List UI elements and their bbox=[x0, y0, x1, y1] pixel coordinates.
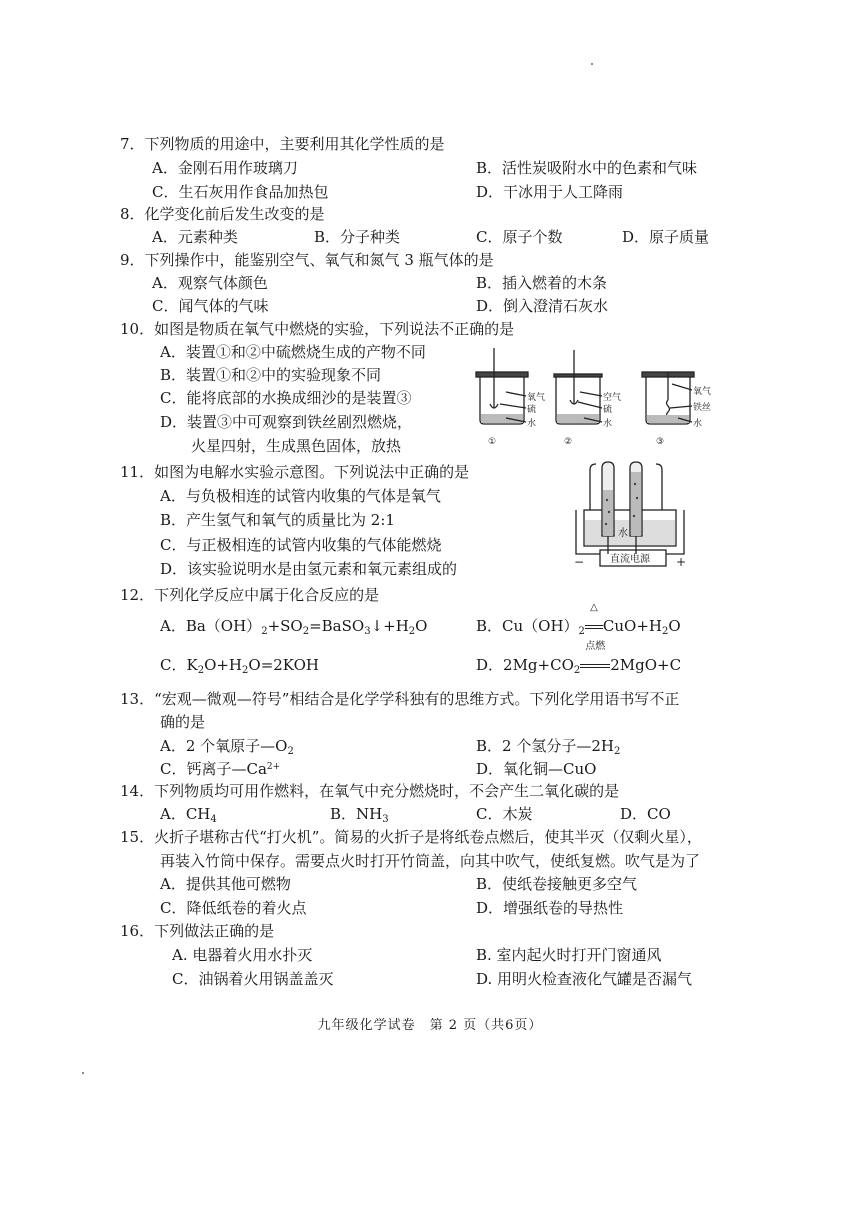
question-13-option-c bbox=[160, 758, 280, 780]
question-15-stem-cont: 再装入竹筒中保存。需要点火时打开竹筒盖，向其中吹气，使纸复燃。吹气是为了 bbox=[160, 852, 701, 870]
question-7-stem: 7．下列物质的用途中，主要利用其化学性质的是 bbox=[120, 135, 445, 153]
bottle-3-label-water: 水 bbox=[693, 419, 703, 429]
q12a-part4: ↓+H bbox=[370, 617, 409, 635]
question-8-option-d: D．原子质量 bbox=[622, 228, 710, 246]
question-16-option-a: A. 电器着火用水扑灭 bbox=[172, 946, 313, 964]
question-16-option-b: B. 室内起火时打开门窗通风 bbox=[476, 946, 662, 964]
q12c-part2: O+H bbox=[204, 656, 243, 674]
question-13-option-d: D．氧化铜—CuO bbox=[476, 760, 597, 778]
question-8-stem: 8．化学变化前后发生改变的是 bbox=[120, 205, 325, 223]
scan-dot bbox=[82, 1072, 84, 1074]
question-10-stem: 10．如图是物质在氧气中燃烧的实验，下列说法不正确的是 bbox=[120, 320, 515, 338]
bottle-2-label-sulfur: 硫 bbox=[603, 405, 613, 415]
question-14-option-d: D．CO bbox=[620, 805, 671, 823]
question-12-stem: 12．下列化学反应中属于化合反应的是 bbox=[120, 586, 380, 604]
question-15-option-b: B．使纸卷接触更多空气 bbox=[476, 875, 638, 893]
question-16-option-d: D. 用明火检查液化气罐是否漏气 bbox=[476, 970, 693, 988]
question-9-option-a: A．观察气体颜色 bbox=[152, 274, 268, 292]
q14b-sub: 3 bbox=[382, 814, 389, 825]
bottle-2-number: ② bbox=[564, 437, 573, 447]
water-electrolysis-figure bbox=[570, 460, 690, 572]
q12d-sub1: 2 bbox=[573, 665, 581, 676]
question-13-stem-cont: 确的是 bbox=[160, 713, 206, 731]
q13b-text: B．2 个氢分子—2H bbox=[476, 737, 614, 755]
question-10-option-d: D．装置③中可观察到铁丝剧烈燃烧， bbox=[160, 413, 413, 431]
question-11-option-d: D．该实验说明水是由氢元素和氧元素组成的 bbox=[160, 560, 458, 578]
q12a-part3: =BaSO bbox=[309, 617, 365, 635]
question-15-option-d: D．增强纸卷的导热性 bbox=[476, 899, 624, 917]
question-7-option-a: A．金刚石用作玻璃刀 bbox=[152, 159, 298, 177]
question-12-option-a bbox=[160, 615, 427, 637]
q14b-text: B．NH bbox=[330, 805, 383, 823]
q12c-part3: O=2KOH bbox=[248, 656, 319, 674]
q13c-text: C．钙离子—Ca bbox=[160, 760, 267, 778]
question-14-option-b bbox=[330, 803, 389, 825]
bottle-1-label-oxygen: 氧气 bbox=[527, 393, 546, 403]
bottle-2-label-water: 水 bbox=[603, 419, 613, 429]
question-15-stem: 15．火折子堪称古代“打火机”。简易的火折子是将纸卷点燃后，使其半灭（仅剩火星）， bbox=[120, 828, 702, 846]
bottle-3-number: ③ bbox=[656, 437, 665, 447]
question-11-option-c: C．与正极相连的试管内收集的气体能燃烧 bbox=[160, 536, 442, 554]
question-9-option-d: D．倒入澄清石灰水 bbox=[476, 297, 609, 315]
question-11-option-a: A．与负极相连的试管内收集的气体是氧气 bbox=[160, 487, 441, 505]
question-10-option-b: B．装置①和②中的实验现象不同 bbox=[160, 366, 382, 384]
question-8-option-a: A．元素种类 bbox=[152, 228, 238, 246]
negative-terminal: − bbox=[574, 555, 585, 569]
q12b-sub2: 2 bbox=[662, 626, 669, 637]
page-footer: 九年级化学试卷 第 2 页（共6页） bbox=[317, 1018, 543, 1033]
q12c-sub2: 2 bbox=[242, 665, 249, 676]
q12a-part2: +SO bbox=[267, 617, 303, 635]
bottle-3-label-iron-wire: 铁丝 bbox=[693, 403, 712, 413]
q13a-sub: 2 bbox=[287, 746, 294, 757]
question-16-stem: 16．下列做法正确的是 bbox=[120, 922, 275, 940]
q12c-sub1: 2 bbox=[197, 665, 205, 676]
question-7-option-b: B．活性炭吸附水中的色素和气味 bbox=[476, 159, 698, 177]
q13c-sup: 2+ bbox=[266, 762, 281, 772]
water-label: 水 bbox=[618, 528, 628, 539]
dc-power-label: 直流电源 bbox=[610, 554, 650, 565]
question-16-option-c: C．油锅着火用锅盖盖灭 bbox=[172, 970, 334, 988]
bottle-2-label-air: 空气 bbox=[603, 393, 622, 403]
ignite-condition-arrow: 点燃 bbox=[580, 654, 610, 676]
q12a-sub4: 2 bbox=[408, 626, 416, 637]
question-12-option-d bbox=[476, 641, 682, 676]
question-12-option-c bbox=[160, 654, 319, 676]
bottle-3-label-oxygen: 氧气 bbox=[693, 387, 712, 397]
question-7-option-c: C．生石灰用作食品加热包 bbox=[152, 183, 329, 201]
bottle-1-number: ① bbox=[488, 437, 497, 447]
q13a-text: A．2 个氧原子—O bbox=[160, 737, 288, 755]
question-12-option-b bbox=[476, 602, 681, 637]
question-10-option-d-cont: 火星四射，生成黑色固体，放热 bbox=[191, 437, 402, 455]
q12b-part1: B．Cu（OH） bbox=[476, 617, 579, 635]
q12a-sub3: 3 bbox=[364, 626, 371, 637]
bottle-1-label-sulfur: 硫 bbox=[527, 405, 537, 415]
positive-terminal: + bbox=[676, 555, 687, 569]
question-13-stem: 13．“宏观—微观—符号”相结合是化学学科独有的思维方式。下列化学用语书写不正 bbox=[120, 690, 680, 708]
question-14-option-a bbox=[160, 803, 217, 825]
q14a-text: A．CH bbox=[160, 805, 211, 823]
question-8-option-c: C．原子个数 bbox=[476, 228, 563, 246]
q12a-sub2: 2 bbox=[302, 626, 310, 637]
question-11-option-b: B．产生氢气和氧气的质量比为 2:1 bbox=[160, 511, 395, 529]
q12d-part2: 2MgO+C bbox=[610, 656, 682, 674]
combustion-apparatus-figure bbox=[466, 348, 736, 460]
q12a-part1: A．Ba（OH） bbox=[160, 617, 262, 635]
question-15-option-a: A．提供其他可燃物 bbox=[160, 875, 291, 893]
q13b-sub: 2 bbox=[613, 746, 621, 757]
question-13-option-b bbox=[476, 735, 620, 757]
q12a-sub1: 2 bbox=[261, 626, 268, 637]
question-14-stem: 14．下列物质均可用作燃料，在氧气中充分燃烧时，不会产生二氧化碳的是 bbox=[120, 782, 620, 800]
q12b-part2: CuO+H bbox=[602, 617, 663, 635]
bottle-1-label-water: 水 bbox=[527, 419, 537, 429]
question-7-option-d: D．干冰用于人工降雨 bbox=[476, 183, 624, 201]
q12b-part3: O bbox=[668, 617, 681, 635]
question-15-option-c: C．降低纸卷的着火点 bbox=[160, 899, 307, 917]
q12b-sub1: 2 bbox=[578, 626, 585, 637]
question-10-option-a: A．装置①和②中硫燃烧生成的产物不同 bbox=[160, 343, 426, 361]
heat-condition-arrow: △ bbox=[585, 615, 603, 637]
question-8-option-b: B．分子种类 bbox=[314, 228, 401, 246]
q12c-part1: C．K bbox=[160, 656, 198, 674]
question-13-option-a bbox=[160, 735, 294, 757]
question-9-option-c: C．闻气体的气味 bbox=[152, 297, 269, 315]
scan-dot bbox=[591, 63, 593, 65]
q12a-part5: O bbox=[415, 617, 428, 635]
question-10-option-c: C．能将底部的水换成细沙的是装置③ bbox=[160, 389, 412, 407]
question-11-stem: 11．如图为电解水实验示意图。下列说法中正确的是 bbox=[120, 463, 470, 481]
question-14-option-c: C．木炭 bbox=[476, 805, 533, 823]
question-9-option-b: B．插入燃着的木条 bbox=[476, 274, 608, 292]
question-9-stem: 9．下列操作中，能鉴别空气、氧气和氮气 3 瓶气体的是 bbox=[120, 251, 494, 269]
q14a-sub: 4 bbox=[210, 814, 217, 825]
q12d-part1: D．2Mg+CO bbox=[476, 656, 574, 674]
